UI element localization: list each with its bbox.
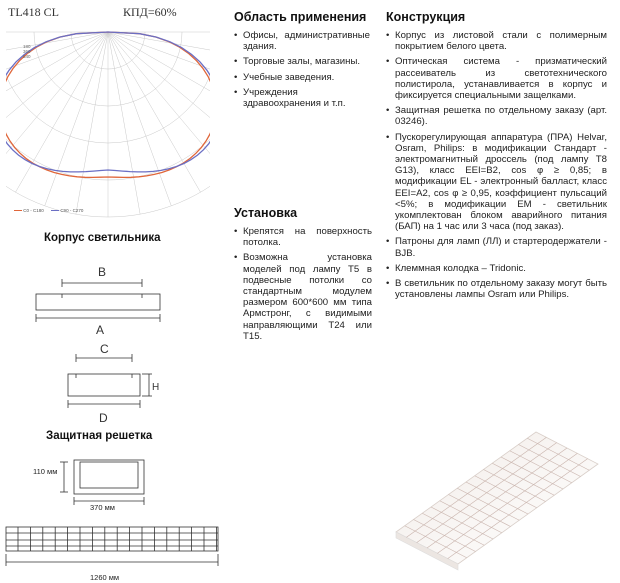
- list-item: • Защитная решетка по отдельному заказу (арт. 03246).: [386, 105, 607, 127]
- list-item: • Возможна установка моделей под лампу T5 в подвесные потолки со стандартным модулем размером 600*600 мм типа Армстронг, с видимыми направляющими T24 или T15.: [234, 252, 372, 342]
- polar-spoke: [108, 32, 210, 125]
- grille-section-title: Защитная решетка: [46, 430, 153, 442]
- grille-length-label: 1260 мм: [90, 573, 120, 582]
- legend-c0: С0 - С180: [23, 208, 44, 213]
- polar-diagram: [6, 4, 210, 222]
- body-top-view: [36, 294, 160, 310]
- grille-height-label: 110 мм: [33, 467, 58, 476]
- polar-spoke: [6, 32, 108, 125]
- scale-label: 540: [23, 54, 31, 59]
- polar-spoke: [6, 32, 108, 174]
- polar-spoke: [108, 32, 210, 151]
- scale-label: 360: [23, 49, 31, 54]
- list-item: • Крепятся на поверхность потолка.: [234, 226, 372, 248]
- installation-title: Установка: [234, 206, 298, 220]
- list-item: • Корпус из листовой стали с полимерным покрытием белого цвета.: [386, 30, 607, 52]
- letter-c: C: [100, 342, 109, 356]
- body-side-view: [68, 374, 140, 396]
- list-item: • Офисы, административные здания.: [234, 30, 370, 52]
- legend-swatch-c90: [51, 210, 59, 211]
- list-item: • Учебные заведения.: [234, 72, 370, 83]
- polar-spoke: [6, 32, 108, 151]
- grille-bars: [18, 527, 216, 551]
- legend-swatch-c0: [14, 210, 22, 211]
- model-name: TL418 CL: [8, 5, 59, 19]
- list-item: • В светильник по отдельному заказу могут быть установлены лампы Osram или Philips.: [386, 278, 607, 300]
- application-list: [234, 30, 370, 113]
- list-item: • Оптическая система - призматический рассеиватель из светотехнического полистирола, устанавливается в корпус и фиксируется специальными защелками.: [386, 56, 607, 101]
- installation-list: [234, 226, 372, 346]
- polar-legend: [14, 208, 83, 213]
- application-title: Область применения: [234, 10, 367, 24]
- construction-title: Конструкция: [386, 10, 466, 24]
- luminaire-photo: [386, 412, 610, 572]
- polar-spoke: [108, 32, 210, 174]
- letter-d: D: [99, 411, 108, 425]
- body-section-title: Корпус светильника: [44, 232, 161, 244]
- legend-c90: С90 - С270: [60, 208, 84, 213]
- efficiency-label: КПД=60%: [123, 5, 177, 19]
- polar-chart: [6, 20, 210, 222]
- list-item: • Учреждения здравоохранения и т.п.: [234, 87, 370, 109]
- letter-a: A: [96, 323, 105, 337]
- list-item: • Торговые залы, магазины.: [234, 56, 370, 67]
- letter-h: H: [152, 382, 160, 393]
- list-item: • Клеммная колодка – Tridonic.: [386, 263, 607, 274]
- grille-width-label: 370 мм: [90, 503, 115, 512]
- body-drawings: [24, 256, 174, 426]
- polar-grid: [6, 32, 210, 217]
- construction-list: [386, 30, 607, 304]
- list-item: • Патроны для ламп (ЛЛ) и стартеродержатели - BJB.: [386, 236, 607, 258]
- scale-label: 180: [23, 44, 31, 49]
- list-item: • Пускорегулирующая аппаратура (ПРА) Helvar, Osram, Philips: в модификации Стандарт - электромагнитный дроссель (под лампу T8 G13), класс EEI=B2, cos φ ≥ 0,85; в модификации EL - электронный балласт, класс EEI=A2, cos φ ≥ 0,95, коэффициент пульсаций <5%; в модификации EM - светильник укомплектован блоком аварийного питания (БАП) на 1 час или 3 часа (под заказ).: [386, 132, 607, 233]
- letter-b: B: [98, 265, 107, 279]
- grille-end-view: [74, 460, 144, 494]
- grille-side-view: [6, 527, 218, 551]
- scale-labels: [23, 44, 31, 59]
- grille-drawings: [0, 450, 230, 575]
